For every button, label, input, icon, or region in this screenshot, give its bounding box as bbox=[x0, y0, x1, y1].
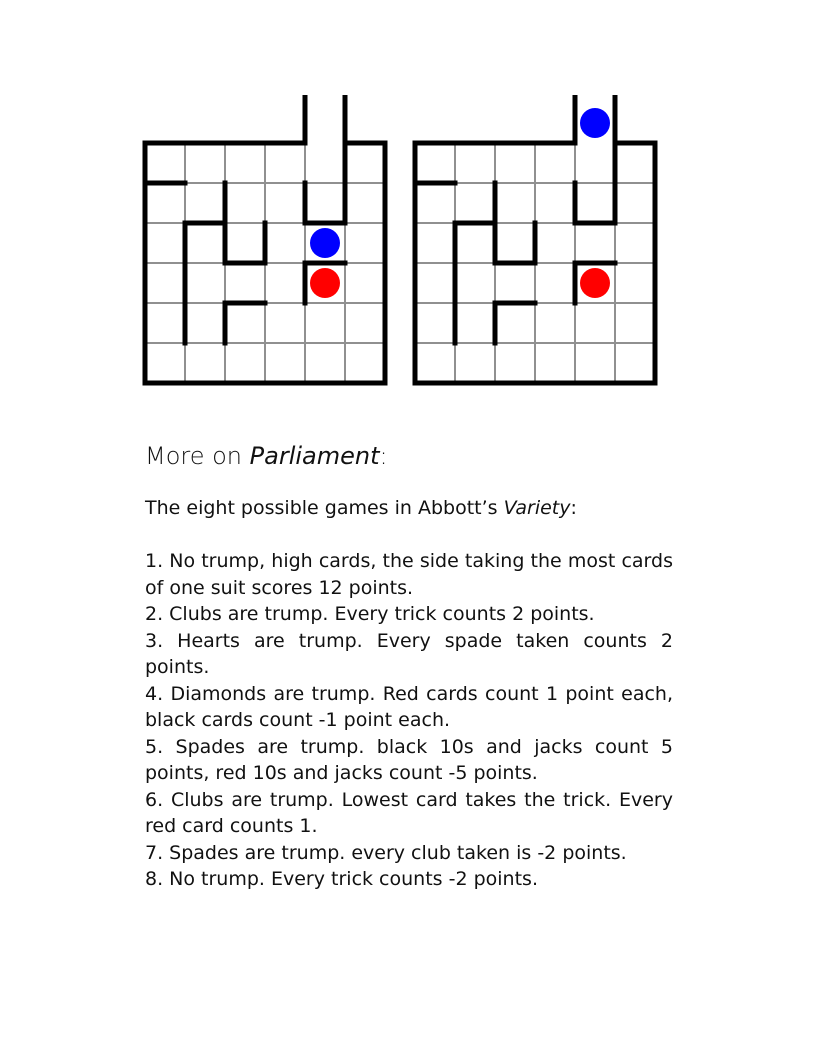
game-item: 1. No trump, high cards, the side taking the most cards of one suit scores 12 points. bbox=[145, 550, 673, 599]
section-heading: More on Parliament: bbox=[145, 442, 388, 470]
blue-token bbox=[310, 228, 340, 258]
red-token bbox=[310, 268, 340, 298]
game-item: 4. Diamonds are trump. Red cards count 1 point each, black cards count -1 point each. bbox=[145, 682, 673, 731]
maze-diagram-right bbox=[405, 95, 665, 395]
blue-token bbox=[580, 108, 610, 138]
maze-diagram-left bbox=[135, 95, 395, 395]
game-item: 2. Clubs are trump. Every trick counts 2 points. bbox=[145, 603, 595, 625]
game-item: 3. Hearts are trump. Every spade taken counts 2 points. bbox=[145, 629, 673, 678]
game-item: 5. Spades are trump. black 10s and jacks count 5 points, red 10s and jacks count -5 points. bbox=[145, 735, 673, 784]
game-item: 7. Spades are trump. every club taken is -2 points. bbox=[145, 841, 627, 864]
game-item: 8. No trump. Every trick counts -2 points. bbox=[145, 868, 538, 890]
games-list bbox=[145, 548, 673, 893]
red-token bbox=[580, 268, 610, 298]
game-item: 6. Clubs are trump. Lowest card takes the trick. Every red card counts 1. bbox=[145, 788, 673, 837]
intro-text: The eight possible games in Abbott’s Variety: bbox=[145, 497, 577, 519]
